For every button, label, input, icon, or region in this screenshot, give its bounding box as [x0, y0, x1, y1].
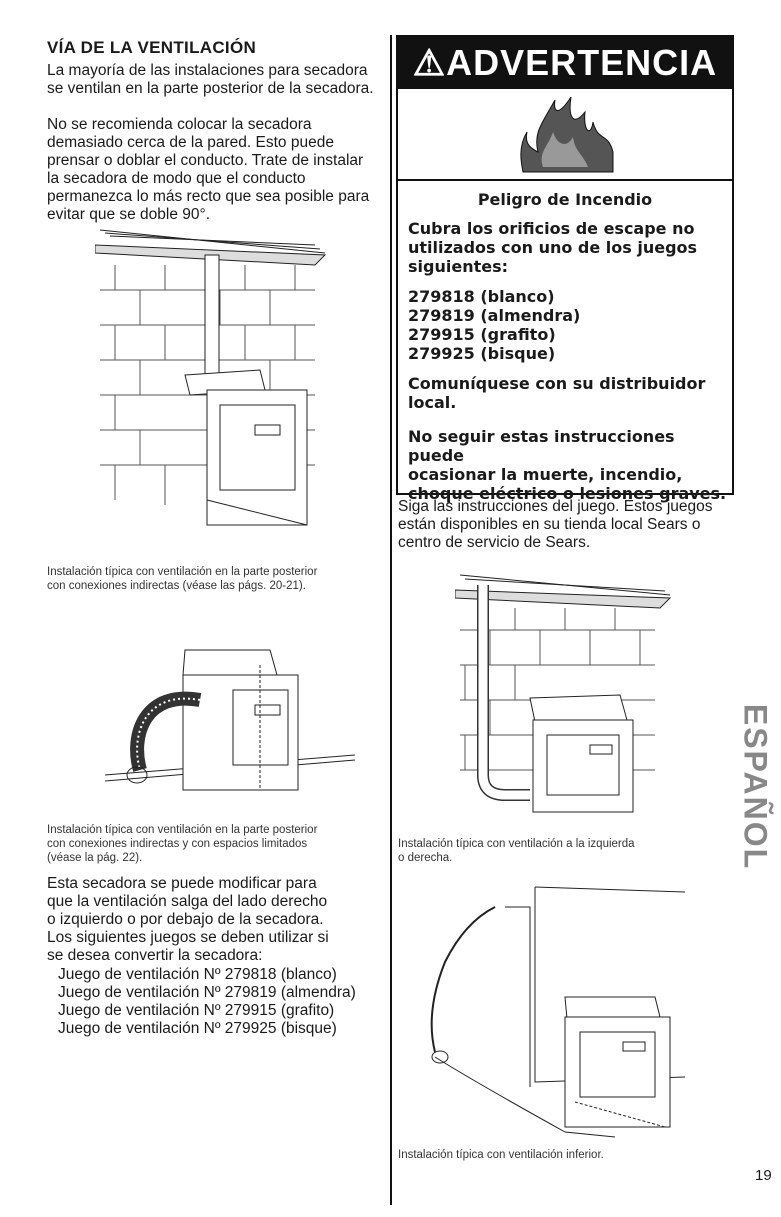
warning-contact [408, 374, 705, 412]
text-line: Los siguientes juegos se deben utilizar si [47, 929, 329, 946]
caption-line: (véase la pág. 22). [47, 852, 143, 864]
warning-header [398, 37, 732, 89]
text-line: se ventilan en la parte posterior de la secadora. [47, 80, 374, 97]
caption-line: con conexiones indirectas (véase las págs. 20-21). [47, 580, 306, 592]
fire-hazard-icon [513, 92, 623, 177]
rear-vent-illustration [95, 225, 335, 530]
intro-paragraph [47, 62, 374, 98]
side-vent-illustration [455, 570, 675, 815]
page-number: 19 [755, 1167, 772, 1184]
list-item: Juego de ventilación Nº 279818 (blanco) [58, 966, 337, 983]
limited-space-illustration [105, 645, 355, 795]
text-line: Esta secadora se puede modificar para [47, 875, 317, 892]
text-line: No seguir estas instrucciones puede [408, 427, 675, 465]
warning-divider [398, 179, 732, 181]
list-item: Juego de ventilación Nº 279925 (bisque) [58, 1020, 337, 1037]
text-line: local. [408, 393, 457, 412]
bottom-vent-illustration [415, 882, 685, 1147]
vent-kit-list [58, 966, 356, 1038]
list-item: 279819 (almendra) [408, 306, 581, 325]
kit-availability-paragraph [398, 498, 713, 552]
list-item: Juego de ventilación Nº 279915 (grafito) [58, 1002, 335, 1019]
figure-caption-3 [398, 837, 635, 865]
text-line: se desea convertir la secadora: [47, 947, 263, 964]
text-line: demasiado cerca de la pared. Esto puede [47, 134, 334, 151]
text-line: evitar que se doble 90°. [47, 206, 211, 223]
warning-title: ADVERTENCIA [446, 42, 718, 83]
warning-kit-numbers [408, 287, 580, 363]
caption-line: Instalación típica con ventilación a la izquierda [398, 838, 635, 850]
language-tab [738, 690, 772, 885]
text-line: siguientes: [408, 257, 508, 276]
caption-line: con conexiones indirectas y con espacios limitados [47, 838, 308, 850]
warning-triangle-icon: ⚠ [412, 42, 447, 83]
section-heading: VÍA DE LA VENTILACIÓN [47, 38, 257, 57]
text-line: utilizados con uno de los juegos [408, 238, 698, 257]
text-line: No se recomienda colocar la secadora [47, 116, 312, 133]
caption-line: Instalación típica con ventilación en la parte posterior [47, 566, 318, 578]
text-line: permanezca lo más recto que sea posible para [47, 188, 370, 205]
language-tab-label: ESPAÑOL [737, 703, 774, 871]
hazard-title: Peligro de Incendio [477, 190, 653, 209]
warning-box [396, 35, 734, 503]
text-line: Comuníquese con su distribuidor [408, 374, 706, 393]
list-item: Juego de ventilación Nº 279819 (almendra) [58, 984, 356, 1001]
text-line: La mayoría de las instalaciones para secadora [47, 62, 368, 79]
caption-line: o derecha. [398, 852, 453, 864]
conversion-paragraph [47, 875, 329, 965]
text-line: choque eléctrico o lesiones graves. [408, 484, 727, 503]
caption-line: Instalación típica con ventilación en la parte posterior [47, 824, 318, 836]
text-line: están disponibles en su tienda local Sears o [398, 516, 701, 533]
list-item: 279915 (grafito) [408, 325, 556, 344]
text-line: o izquierdo o por debajo de la secadora. [47, 911, 324, 928]
warning-cover-instruction [408, 219, 697, 276]
column-divider [390, 35, 392, 1205]
list-item: 279925 (bisque) [408, 344, 556, 363]
figure-caption-4: Instalación típica con ventilación inferior. [398, 1149, 604, 1161]
text-line: prensar o doblar el conducto. Trate de instalar [47, 152, 364, 169]
text-line: ocasionar la muerte, incendio, [408, 465, 683, 484]
wall-distance-paragraph [47, 116, 369, 224]
figure-caption-2 [47, 823, 317, 865]
text-line: centro de servicio de Sears. [398, 534, 591, 551]
warning-consequence [408, 427, 732, 503]
text-line: Cubra los orificios de escape no [408, 219, 695, 238]
list-item: 279818 (blanco) [408, 287, 555, 306]
text-line: Siga las instrucciones del juego. Estos juegos [398, 498, 713, 515]
figure-caption-1 [47, 565, 317, 593]
text-line: la secadora de modo que el conducto [47, 170, 306, 187]
text-line: que la ventilación salga del lado derecho [47, 893, 328, 910]
